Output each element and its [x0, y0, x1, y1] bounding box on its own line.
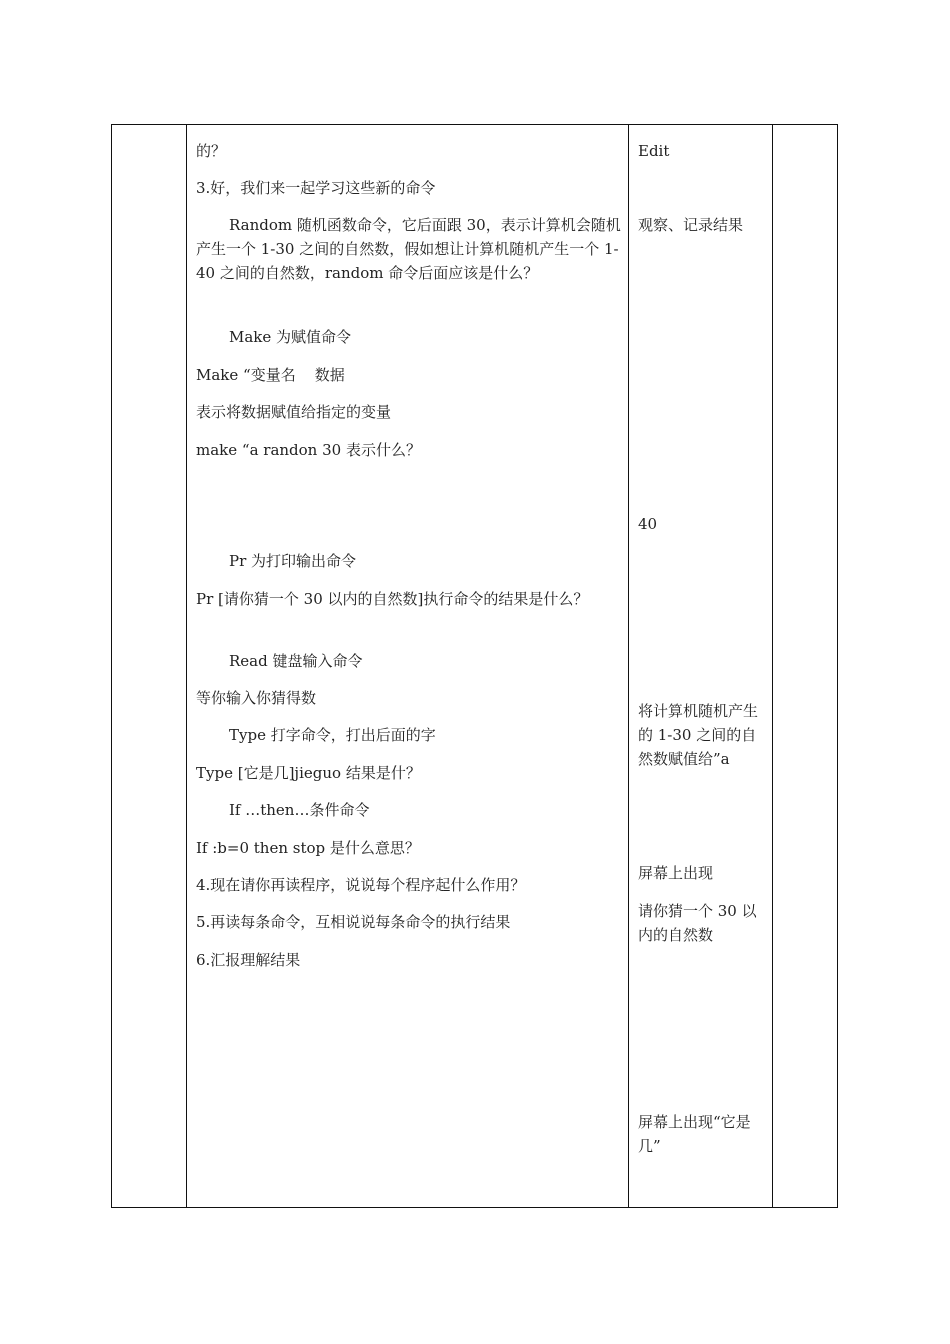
text-step-3: 3.好，我们来一起学习这些新的命令 [196, 179, 436, 197]
text-observe-record: 观察、记录结果 [638, 216, 744, 234]
text-step-6: 6.汇报理解结果 [196, 951, 301, 969]
lesson-table [111, 124, 838, 1208]
text-edit: Edit [638, 142, 670, 160]
text-make-question: make “a randon 30 表示什么？ [196, 441, 421, 459]
text-read-command: Read 键盘输入命令 [229, 652, 363, 670]
column-divider-1 [186, 125, 187, 1207]
text-make-command: Make 为赋值命令 [229, 328, 352, 346]
text-screen-shows: 屏幕上出现 [638, 864, 714, 882]
column-divider-2 [628, 125, 629, 1207]
column-divider-3 [772, 125, 773, 1207]
text-random-command: Random 随机函数命令，它后面跟 30，表示计算机会随机产生一个 1-30 之间的自然数，假如想让计算机随机产生一个 1-40 之间的自然数，random 命令后面应该是什么？ [196, 216, 621, 282]
text-assign-answer: 将计算机随机产生的 1-30 之间的自然数赋值给”a [638, 702, 759, 768]
text-screen-shows-what: 屏幕上出现“它是几” [638, 1113, 751, 1155]
text-make-description: 表示将数据赋值给指定的变量 [196, 403, 392, 421]
text-read-description: 等你输入你猜得数 [196, 689, 317, 707]
text-step-4: 4.现在请你再读程序，说说每个程序起什么作用？ [196, 876, 526, 894]
text-guess-prompt: 请你猜一个 30 以内的自然数 [638, 902, 757, 944]
text-type-command: Type 打字命令，打出后面的字 [229, 726, 436, 744]
text-if-command: If …then…条件命令 [229, 801, 370, 819]
text-if-question: If :b=0 then stop 是什么意思？ [196, 839, 420, 857]
text-pr-question: Pr [请你猜一个 30 以内的自然数]执行命令的结果是什么？ [196, 590, 589, 608]
text-make-syntax: Make “变量名 数据 [196, 366, 345, 384]
text-step-5: 5.再读每条命令，互相说说每条命令的执行结果 [196, 913, 511, 931]
text-type-question: Type [它是几]jieguo 结果是什？ [196, 764, 421, 782]
text-pr-command: Pr 为打印输出命令 [229, 552, 357, 570]
text-answer-40: 40 [638, 515, 658, 533]
text-question-end: 的？ [196, 142, 227, 160]
